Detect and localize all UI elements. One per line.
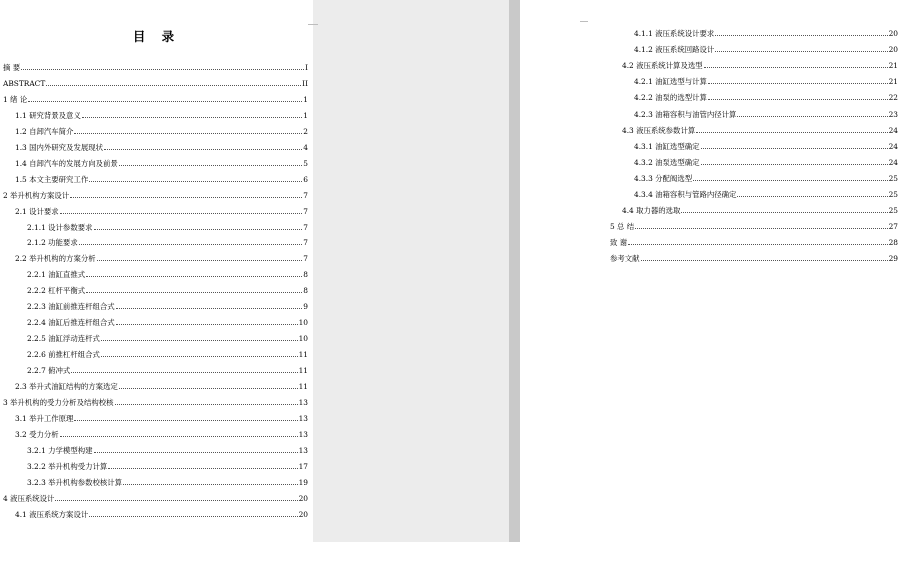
toc-entry-label: 4.3 液压系统参数计算: [622, 125, 696, 135]
toc-entry[interactable]: [27, 350, 308, 360]
toc-entry-label: 1 绪 论: [3, 94, 28, 104]
toc-entry[interactable]: [15, 175, 308, 185]
dot-leader: [79, 243, 303, 245]
dot-leader: [55, 499, 297, 501]
toc-entry-label: 4.2.1 油缸选型与计算: [634, 77, 707, 87]
toc-entry[interactable]: [27, 334, 308, 344]
toc-entry-label: 参考文献: [610, 254, 640, 264]
toc-entry-page: 29: [888, 254, 898, 264]
toc-entry-label: 2 举升机构方案设计: [3, 190, 70, 200]
dot-leader: [635, 227, 887, 229]
toc-entry[interactable]: [15, 111, 308, 121]
toc-entry[interactable]: [27, 286, 308, 296]
toc-entry[interactable]: [634, 77, 898, 87]
dot-leader: [60, 212, 303, 214]
toc-entry-label: 2.2.7 俯冲式: [27, 366, 71, 376]
toc-entry-label: 4.3.4 油箱容积与管路内径确定: [634, 190, 737, 199]
toc-entry[interactable]: [634, 93, 898, 103]
toc-entry-page: 28: [888, 238, 898, 248]
dot-leader: [28, 100, 302, 102]
toc-entry-label: 2.1.1 设计参数要求: [27, 222, 93, 232]
dot-leader: [696, 131, 887, 133]
toc-entry[interactable]: [3, 95, 308, 105]
toc-entry-page: 25: [888, 206, 898, 216]
toc-entry[interactable]: [634, 190, 898, 200]
dot-leader: [70, 196, 302, 198]
toc-entry-page: 10: [298, 334, 308, 344]
toc-entry-page: 11: [298, 382, 308, 391]
toc-title: 目 录: [132, 29, 181, 44]
toc-entry-label: 2.2.3 油缸前推连杆组合式: [27, 302, 115, 312]
dot-leader: [101, 355, 298, 357]
dot-leader: [693, 179, 887, 181]
toc-entry-page: 5: [303, 158, 308, 168]
toc-entry-label: 2.2.5 油缸浮动连杆式: [27, 334, 100, 344]
toc-entry-label: 4.1 液压系统方案设计: [15, 509, 89, 519]
dot-leader: [116, 323, 298, 325]
page-gutter: [313, 0, 520, 568]
toc-entry-label: 2.2 举升机构的方案分析: [15, 254, 96, 264]
dot-leader: [101, 339, 298, 341]
toc-entry[interactable]: [3, 398, 308, 408]
toc-entry[interactable]: [27, 302, 308, 312]
dot-leader: [94, 451, 298, 453]
dot-leader: [737, 195, 887, 197]
dot-leader: [641, 259, 888, 261]
toc-entry-label: 1.3 国内外研究及发展现状: [15, 142, 104, 152]
toc-entry[interactable]: [3, 191, 308, 201]
toc-entry-label: 1.1 研究背景及意义: [15, 110, 81, 120]
toc-page-right: [520, 0, 898, 568]
toc-entry-page: 20: [298, 509, 308, 519]
dot-leader: [708, 98, 888, 100]
dot-leader: [115, 403, 298, 405]
dot-leader: [737, 115, 887, 117]
toc-entry[interactable]: [27, 238, 308, 248]
toc-entry-page: 8: [303, 270, 308, 280]
toc-entry[interactable]: [622, 61, 898, 71]
toc-entry-page: 20: [298, 493, 308, 503]
dot-leader: [86, 275, 302, 277]
dot-leader: [628, 243, 887, 245]
toc-entry-label: 4 液压系统设计: [3, 493, 55, 503]
toc-entry-page: 27: [888, 222, 898, 232]
toc-entry-label: 2.2.4 油缸后推连杆组合式: [27, 318, 115, 328]
dot-leader: [89, 180, 302, 182]
toc-entry-page: 11: [298, 350, 308, 360]
toc-page-left: [0, 0, 313, 568]
dot-leader: [123, 483, 298, 485]
corner-mark: [308, 24, 318, 25]
toc-entry[interactable]: [15, 382, 308, 392]
toc-entry-page: 23: [888, 109, 898, 119]
dot-leader: [89, 515, 297, 517]
toc-entry-page: 22: [888, 93, 898, 103]
toc-entry-page: 7: [303, 206, 308, 216]
toc-entry-label: 3.2.2 举升机构受力计算: [27, 461, 108, 471]
toc-entry-page: 8: [303, 286, 308, 296]
toc-entry-page: 19: [298, 477, 308, 487]
dot-leader: [74, 419, 297, 421]
toc-entry[interactable]: [634, 110, 898, 120]
toc-entry[interactable]: [610, 222, 898, 232]
toc-entry-label: 4.3.2 油泵选型确定: [634, 157, 700, 167]
toc-entry-label: 2.3 举升式油缸结构的方案选定: [15, 382, 118, 391]
toc-entry[interactable]: [3, 63, 308, 73]
toc-entry-page: 7: [303, 254, 308, 264]
dot-leader: [701, 147, 888, 149]
toc-entry-page: 2: [303, 126, 308, 136]
dot-leader: [715, 34, 887, 36]
toc-entry-page: 1: [303, 94, 308, 104]
dot-leader: [708, 82, 888, 84]
toc-entry-label: 3.2 受力分析: [15, 429, 59, 439]
toc-entry[interactable]: [27, 462, 308, 472]
dot-leader: [104, 148, 302, 150]
toc-entry[interactable]: [3, 494, 308, 504]
toc-entry-page: 20: [888, 45, 898, 55]
toc-entry[interactable]: [15, 414, 308, 424]
toc-entry[interactable]: [27, 478, 308, 488]
toc-entry-label: 4.2 液压系统计算及选型: [622, 61, 703, 71]
dot-leader: [681, 211, 887, 213]
toc-entry-page: 13: [298, 429, 308, 439]
toc-entry[interactable]: [27, 270, 308, 280]
toc-entry-label: 摘 要: [3, 63, 21, 72]
toc-entry-label: 3.2.1 力学模型构建: [27, 445, 93, 455]
toc-entry[interactable]: [27, 366, 308, 376]
dot-leader: [82, 116, 302, 118]
toc-entry[interactable]: [27, 446, 308, 456]
dot-leader: [704, 66, 888, 68]
toc-entry-page: 1: [303, 110, 308, 120]
dot-leader: [715, 50, 887, 52]
toc-entry-page: 21: [888, 61, 898, 71]
toc-entry[interactable]: [634, 158, 898, 168]
toc-entry-label: 4.2.2 油泵的选型计算: [634, 93, 707, 103]
toc-entry[interactable]: [15, 159, 308, 169]
toc-entry-label: 5 总 结: [610, 222, 635, 232]
dot-leader: [94, 228, 303, 230]
dot-leader: [21, 68, 304, 70]
toc-entry-label: 4.3.1 油缸选型确定: [634, 141, 700, 151]
toc-entry[interactable]: [27, 223, 308, 233]
toc-entry-label: 2.1.2 功能要求: [27, 238, 78, 248]
corner-mark: [580, 21, 588, 22]
dot-leader: [108, 467, 297, 469]
toc-entry[interactable]: [622, 206, 898, 216]
toc-entry[interactable]: [27, 318, 308, 328]
toc-entry-page: 24: [888, 125, 898, 135]
dot-leader: [60, 435, 298, 437]
toc-entry-page: 7: [303, 190, 308, 200]
toc-entry[interactable]: [622, 126, 898, 136]
dot-leader: [119, 164, 303, 166]
toc-entry[interactable]: [15, 207, 308, 217]
toc-entry-label: 3 举升机构的受力分析及结构校核: [3, 397, 114, 407]
dot-leader: [46, 84, 301, 86]
toc-entry-page: II: [302, 78, 308, 88]
toc-entry-label: 2.2.6 前推杠杆组合式: [27, 350, 100, 360]
toc-entry[interactable]: [3, 79, 308, 89]
toc-entry-page: 24: [888, 141, 898, 151]
toc-entry[interactable]: [610, 254, 898, 264]
toc-entry-page: 10: [298, 318, 308, 328]
toc-entry-label: 4.3.3 分配阀选型: [634, 173, 693, 183]
page-divider: [509, 0, 520, 542]
toc-entry[interactable]: [634, 45, 898, 55]
toc-entry[interactable]: [15, 143, 308, 153]
toc-entry[interactable]: [610, 238, 898, 248]
toc-entry-label: 4.4 取力器的选取: [622, 206, 681, 216]
toc-entry-label: 2.2.1 油缸直推式: [27, 270, 86, 280]
toc-entry-page: 9: [303, 302, 308, 312]
dot-leader: [701, 163, 888, 165]
toc-entry-page: 25: [888, 190, 898, 199]
dot-leader: [97, 259, 303, 261]
toc-entry[interactable]: [634, 29, 898, 39]
dot-leader: [74, 132, 302, 134]
toc-entry[interactable]: [634, 174, 898, 184]
toc-entry-page: 24: [888, 157, 898, 167]
toc-entry[interactable]: [634, 142, 898, 152]
toc-entry[interactable]: [15, 510, 308, 520]
toc-entry-label: 4.2.3 油箱容积与油管内径计算: [634, 109, 737, 119]
dot-leader: [119, 387, 298, 389]
toc-entry[interactable]: [15, 430, 308, 440]
toc-entry-page: 7: [303, 238, 308, 248]
toc-entry-page: 11: [298, 366, 308, 376]
toc-entry-label: 致 谢: [610, 238, 628, 248]
toc-entry-page: 21: [888, 77, 898, 87]
toc-entry-page: I: [305, 63, 308, 72]
toc-entry-page: 13: [298, 445, 308, 455]
toc-entry-label: ABSTRACT: [3, 78, 46, 88]
dot-leader: [86, 291, 302, 293]
toc-entry-page: 20: [888, 29, 898, 38]
dot-leader: [71, 371, 297, 373]
toc-entry-label: 1.5 本文主要研究工作: [15, 174, 89, 184]
toc-entry-label: 2.1 设计要求: [15, 206, 59, 216]
toc-entry-page: 7: [303, 222, 308, 232]
toc-entry-label: 1.4 自卸汽车的发展方向及前景: [15, 158, 118, 168]
toc-entry-page: 17: [298, 461, 308, 471]
toc-entry-label: 3.1 举升工作原理: [15, 413, 74, 423]
dot-leader: [116, 307, 303, 309]
toc-entry-label: 4.1.1 液压系统设计要求: [634, 29, 715, 38]
toc-entry[interactable]: [15, 127, 308, 137]
toc-entry-page: 6: [303, 174, 308, 184]
toc-entry[interactable]: [15, 254, 308, 264]
toc-entry-label: 3.2.3 举升机构参数校核计算: [27, 477, 123, 487]
toc-entry-label: 1.2 自卸汽车简介: [15, 126, 74, 136]
toc-entry-page: 13: [298, 397, 308, 407]
toc-entry-label: 2.2.2 杠杆平衡式: [27, 286, 86, 296]
toc-entry-page: 4: [303, 142, 308, 152]
toc-entry-page: 25: [888, 173, 898, 183]
toc-entry-label: 4.1.2 液压系统回路设计: [634, 45, 715, 55]
toc-entry-page: 13: [298, 413, 308, 423]
